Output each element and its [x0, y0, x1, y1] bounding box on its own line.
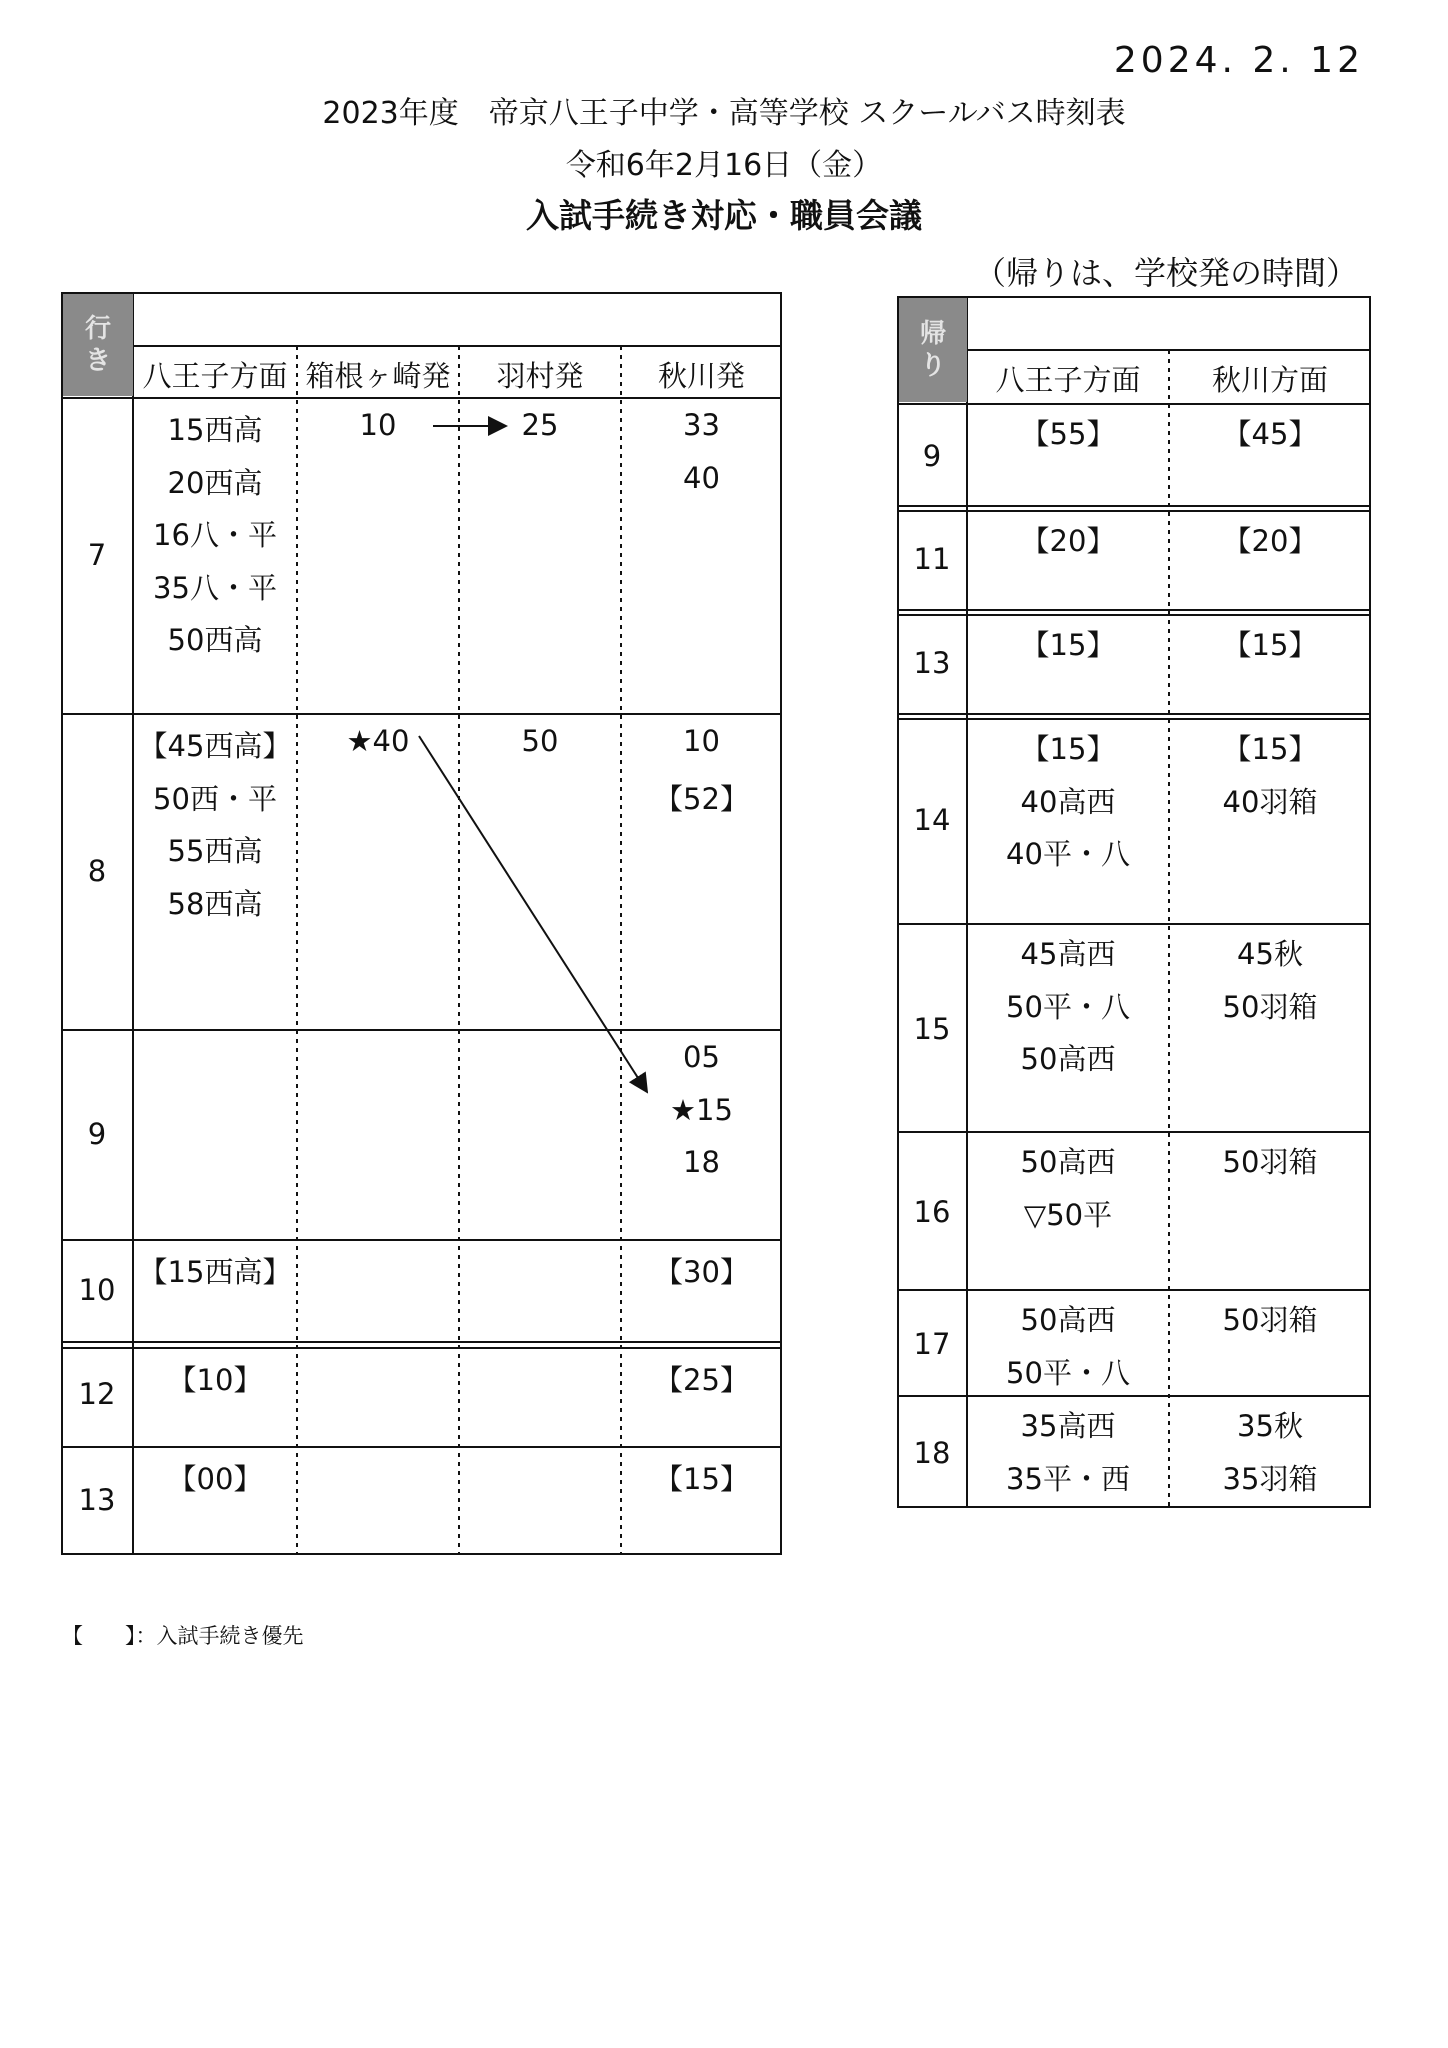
outbound-akikawa-time: ★15 — [670, 1092, 733, 1127]
return-hour-15: 15 — [913, 1012, 951, 1046]
return-akikawa-time: 50羽箱 — [1222, 1303, 1318, 1337]
return-akikawa-time: 【20】 — [1222, 524, 1318, 558]
outbound-hakone-time: ★40 — [346, 724, 410, 758]
return-hour-13: 13 — [913, 646, 951, 680]
outbound-hachioji-time: 【15西高】 — [138, 1255, 292, 1289]
return-hour-17: 17 — [913, 1327, 951, 1361]
outbound-hachioji-time: 15西高 — [167, 413, 263, 447]
outbound-corner-label — [63, 294, 133, 396]
outbound-hachioji-time: 20西高 — [167, 465, 263, 500]
return-akikawa-time: 【15】 — [1222, 732, 1318, 766]
return-hachioji-time: 35平・西 — [1006, 1461, 1130, 1496]
footnote-legend: 【 】：入試手続き優先 — [62, 1624, 304, 1648]
outbound-hachioji-time: 58西高 — [167, 886, 263, 921]
return-hachioji-time: 50高西 — [1020, 1145, 1116, 1179]
return-hachioji-time: 【55】 — [1020, 417, 1116, 451]
outbound-akikawa-time: 【52】 — [654, 781, 749, 816]
outbound-akikawa-time: 【25】 — [654, 1363, 749, 1397]
service-date: 令和6年2月16日（金） — [565, 148, 883, 183]
return-hachioji-time: 50高西 — [1020, 1042, 1116, 1076]
outbound-hakone-time: 10 — [359, 408, 397, 442]
return-hachioji-time: 【15】 — [1020, 732, 1116, 766]
return-hour-14: 14 — [913, 803, 951, 837]
return-hachioji-time: 35高西 — [1020, 1409, 1116, 1443]
return-corner-label — [899, 298, 967, 402]
return-hachioji-time: 50高西 — [1020, 1303, 1116, 1337]
return-timetable — [897, 296, 1371, 1508]
return-hour-16: 16 — [913, 1195, 951, 1229]
return-hour-18: 18 — [913, 1436, 951, 1470]
arrow-hakone-to-akikawa — [419, 736, 647, 1092]
return-akikawa-time: 45秋 — [1237, 937, 1303, 971]
return-note: （帰りは、学校発の時間） — [973, 254, 1358, 292]
outbound-corner-char-1: 行 — [84, 314, 111, 344]
document-title: 2023年度 帝京八王子中学・高等学校 スクールバス時刻表 — [322, 96, 1126, 131]
return-hachioji-time: 【15】 — [1020, 628, 1116, 662]
outbound-hachioji-time: 【10】 — [167, 1363, 263, 1397]
return-corner-char-1: 帰 — [919, 319, 946, 349]
document-date: 2024. 2. 12 — [1113, 40, 1364, 81]
outbound-hachioji-time: 35八・平 — [153, 570, 277, 605]
return-akikawa-time: 50羽箱 — [1222, 989, 1318, 1024]
col-header-hachioji: 八王子方面 — [142, 359, 288, 393]
event-heading: 入試手続き対応・職員会議 — [526, 196, 922, 235]
outbound-hamura-time: 50 — [521, 724, 559, 758]
outbound-hachioji-time: 50西・平 — [153, 781, 277, 816]
outbound-akikawa-time: 18 — [683, 1145, 720, 1179]
ret-col-header-hachioji: 八王子方面 — [995, 363, 1141, 397]
return-hour-11: 11 — [913, 542, 951, 576]
outbound-akikawa-time: 33 — [683, 408, 720, 442]
return-akikawa-time: 【15】 — [1222, 628, 1318, 662]
outbound-hour-7: 7 — [87, 538, 107, 572]
outbound-akikawa-time: 【30】 — [654, 1255, 749, 1289]
outbound-timetable — [61, 292, 782, 1555]
return-hachioji-time: 40平・八 — [1006, 837, 1130, 871]
outbound-hour-13: 13 — [78, 1483, 116, 1517]
return-hachioji-time: 【20】 — [1020, 524, 1116, 558]
return-hachioji-time: 40高西 — [1020, 784, 1116, 819]
outbound-akikawa-time: 10 — [683, 724, 720, 758]
return-akikawa-time: 【45】 — [1222, 417, 1318, 451]
return-hachioji-time: 50平・八 — [1006, 1355, 1130, 1390]
return-hachioji-time: ▽50平 — [1023, 1197, 1113, 1232]
outbound-akikawa-time: 40 — [683, 460, 720, 495]
outbound-hachioji-time: 【45西高】 — [138, 729, 292, 763]
outbound-hour-8: 8 — [87, 854, 107, 888]
outbound-hachioji-time: 50西高 — [167, 623, 263, 657]
outbound-hamura-time: 25 — [521, 408, 559, 442]
return-hour-9: 9 — [922, 439, 942, 473]
outbound-hachioji-time: 16八・平 — [153, 518, 277, 552]
return-hachioji-time: 45高西 — [1020, 937, 1116, 971]
return-akikawa-time: 35羽箱 — [1222, 1461, 1318, 1496]
return-akikawa-time: 40羽箱 — [1222, 784, 1318, 819]
outbound-akikawa-time: 05 — [683, 1040, 720, 1074]
outbound-hour-9: 9 — [87, 1117, 107, 1151]
outbound-hour-10: 10 — [78, 1273, 116, 1307]
col-header-hakonegasaki: 箱根ヶ崎発 — [305, 359, 451, 393]
outbound-hachioji-time: 55西高 — [167, 834, 263, 868]
outbound-corner-char-2: き — [84, 346, 111, 376]
col-header-hamura: 羽村発 — [496, 359, 584, 393]
return-akikawa-time: 35秋 — [1237, 1409, 1303, 1443]
ret-col-header-akikawa: 秋川方面 — [1211, 363, 1328, 397]
return-corner-char-2: り — [919, 351, 946, 381]
outbound-hour-12: 12 — [78, 1376, 116, 1411]
col-header-akikawa: 秋川発 — [657, 359, 745, 393]
outbound-akikawa-time: 【15】 — [654, 1462, 749, 1496]
return-hachioji-time: 50平・八 — [1006, 989, 1130, 1024]
outbound-hachioji-time: 【00】 — [167, 1462, 263, 1496]
return-akikawa-time: 50羽箱 — [1222, 1145, 1318, 1179]
